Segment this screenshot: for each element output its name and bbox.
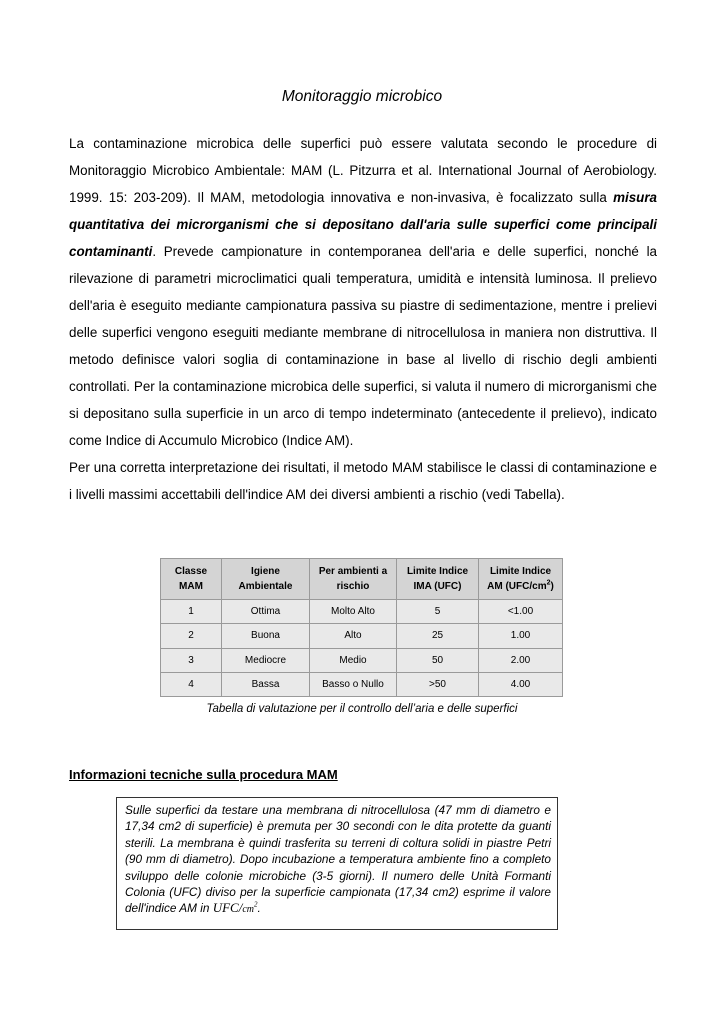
- cell-rischio: Alto: [310, 624, 397, 648]
- paragraph-intro-emphasis: misura quantitativa dei microrganismi che si depositano dall'aria sulle superfici come principali contaminanti: [69, 190, 657, 259]
- technical-info-text: Sulle superfici da testare una membrana di nitrocellulosa (47 mm di diametro e 17,34 cm2 di superficie) è premuta per 30 secondi con le dita protette da guanti sterili. La membrana è quindi trasferita su terreni di coltura solidi in piastre Petri (90 mm di diametro). Dopo incubazione a temperatura ambiente fino a completo sviluppo delle colonie microbiche (3-5 giorni). Il numero delle Unità Formanti Colonia (UFC) diviso per la superficie campionata (17,34 cm2) esprime il valore dell'indice AM in: [125, 803, 551, 916]
- cell-limite-am: 4.00: [479, 672, 563, 696]
- cell-limite-am: 2.00: [479, 648, 563, 672]
- table-header-row: [161, 559, 563, 600]
- header-limite-am: Limite Indice AM $(UFC/cm^2)$: [479, 559, 563, 600]
- paragraph-intro: [69, 130, 657, 454]
- paragraph-intro-end: . Prevede campionature in contemporanea dell'aria e delle superfici, nonché la rilevazione di parametri microclimatici quali temperatura, umidità e intensità luminosa. Il prelievo dell'aria è eseguito mediante campionatura passiva su piastre di sedimentazione, mentre i prelievi delle superfici vengono eseguiti mediante membrane di nitrocellulosa in maniera non distruttiva. Il metodo definisce valori soglia di contaminazione in base al livello di rischio degli ambienti controllati. Per la contaminazione microbica delle superfici, si valuta il numero di microrganismi che si depositano sulla superficie in un arco di tempo indeterminato (antecedente il prelievo), indicato come Indice di Accumulo Microbico (Indice AM).: [69, 244, 657, 448]
- cell-rischio: Basso o Nullo: [310, 672, 397, 696]
- section-heading: Informazioni tecniche sulla procedura MAM: [69, 767, 338, 782]
- cell-classe: 1: [161, 600, 222, 624]
- page-title: Monitoraggio microbico: [281, 88, 443, 105]
- body-text: [69, 130, 657, 508]
- cell-classe: 4: [161, 672, 222, 696]
- technical-info-box: [116, 797, 558, 930]
- cell-classe: 3: [161, 648, 222, 672]
- table-row: [161, 600, 563, 624]
- cell-rischio: Medio: [310, 648, 397, 672]
- table-caption: Tabella di valutazione per il controllo dell’aria e delle superfici: [206, 703, 518, 715]
- table-row: [161, 672, 563, 696]
- cell-igiene: Bassa: [222, 672, 310, 696]
- header-ambienti-rischio: Per ambienti a rischio: [310, 559, 397, 600]
- table-row: [161, 648, 563, 672]
- cell-limite-am: <1.00: [479, 600, 563, 624]
- cell-limite-am: 1.00: [479, 624, 563, 648]
- header-igiene-ambientale: Igiene Ambientale: [222, 559, 310, 600]
- cell-igiene: Ottima: [222, 600, 310, 624]
- cell-igiene: Buona: [222, 624, 310, 648]
- header-classe-mam: Classe MAM: [161, 559, 222, 600]
- header-limite-ima: Limite Indice IMA (UFC): [397, 559, 479, 600]
- paragraph-intro-start: La contaminazione microbica delle superfici può essere valutata secondo le procedure di Monitoraggio Microbico Ambientale: MAM (L. Pitzurra et al. International Journal of Aerobiology. 1999. 15: 203-209). Il MAM, metodologia innovativa e non-invasiva, è focalizzato sulla: [69, 136, 657, 205]
- cell-limite-ima: 5: [397, 600, 479, 624]
- cell-rischio: Molto Alto: [310, 600, 397, 624]
- technical-info-end: .: [257, 901, 261, 916]
- mam-classification-table: [160, 558, 563, 697]
- cell-classe: 2: [161, 624, 222, 648]
- paragraph-interpretation: Per una corretta interpretazione dei risultati, il metodo MAM stabilisce le classi di contaminazione e i livelli massimi accettabili dell'indice AM dei diversi ambienti a rischio (vedi Tabella).: [69, 460, 657, 502]
- cell-limite-ima: 25: [397, 624, 479, 648]
- cell-limite-ima: 50: [397, 648, 479, 672]
- unit-ufc-per-cm2: UFC/$cm^2$: [212, 900, 258, 916]
- cell-igiene: Mediocre: [222, 648, 310, 672]
- table-row: [161, 624, 563, 648]
- cell-limite-ima: >50: [397, 672, 479, 696]
